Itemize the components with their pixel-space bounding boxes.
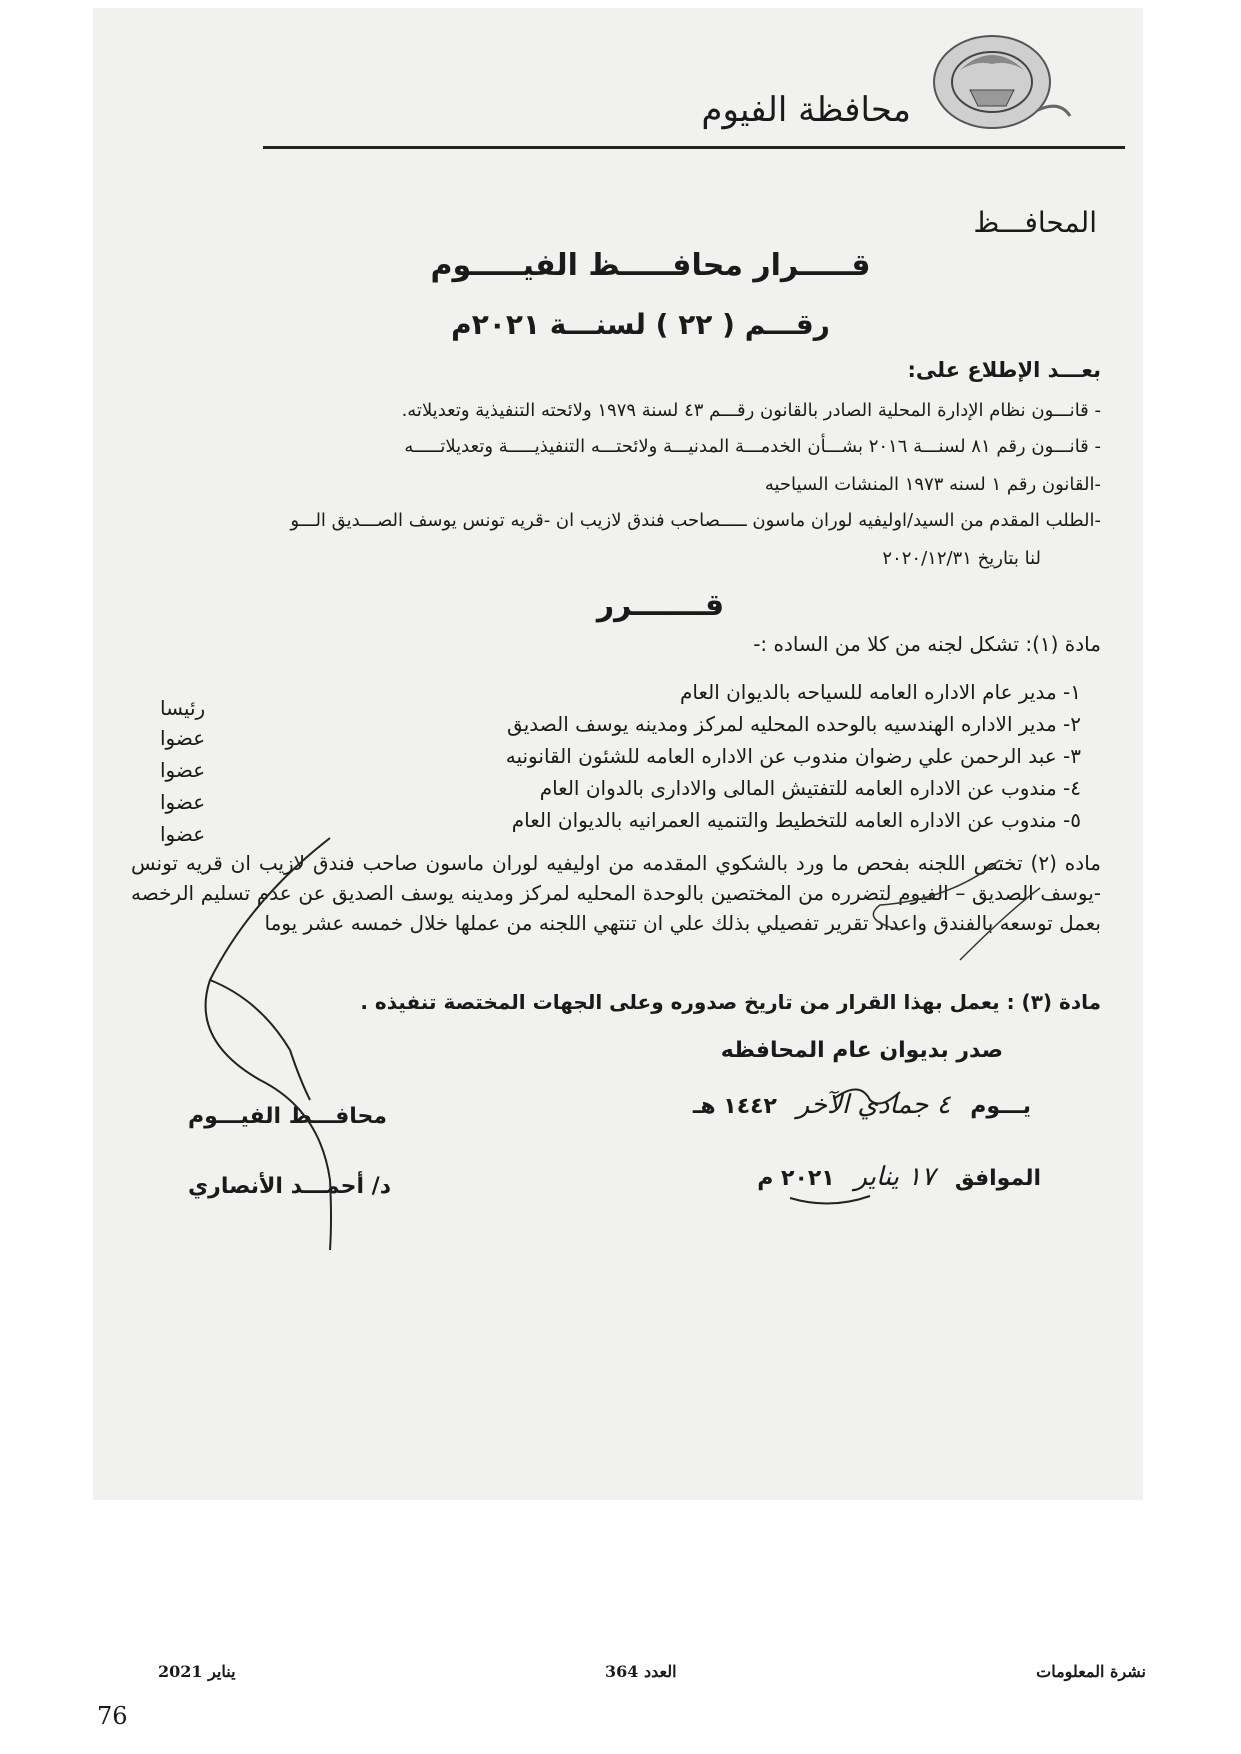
signatory-title: محافـــظ الفيـــوم <box>188 1104 388 1129</box>
committee-role: عضوا <box>160 790 206 814</box>
decision-title: قـــــرار محافـــــظ الفيـــــوم <box>430 248 871 283</box>
committee-member: ٢- مدير الاداره الهندسيه بالوحده المحليه لمركز ومدينه يوسف الصديق <box>507 712 1081 736</box>
footer-date: يناير 2021 <box>158 1662 236 1681</box>
gregorian-handwritten-date: ١٧ يناير <box>854 1162 936 1192</box>
committee-role: عضوا <box>160 822 206 846</box>
hijri-prefix: يـــوم <box>970 1094 1031 1119</box>
article-3: مادة (٣) : يعمل بهذا القرار من تاريخ صدوره وعلى الجهات المختصة تنفيذه . <box>360 990 1101 1014</box>
footer-issue: العدد 364 <box>605 1662 677 1681</box>
preamble-item: لنا بتاريخ ٢٠٢٠/١٢/٣١ <box>882 548 1041 569</box>
preamble-item: -القانون رقم ١ لسنه ١٩٧٣ المنشات السياحيه <box>764 474 1101 495</box>
decision-number: رقـــم ( ٢٢ ) لسنـــة ٢٠٢١م <box>451 308 830 341</box>
hijri-handwritten-date: ٤ جمادي الآخر <box>796 1090 951 1120</box>
gregorian-year: ٢٠٢١ م <box>757 1166 835 1191</box>
governorate-name: محافظة الفيوم <box>701 90 911 130</box>
page-number: 76 <box>97 1702 128 1730</box>
header-rule <box>263 146 1125 149</box>
hijri-year: ١٤٤٢ هـ <box>692 1094 777 1119</box>
committee-member: ٤- مندوب عن الاداره العامه للتفتيش المالى والادارى بالدوان العام <box>539 776 1081 800</box>
preamble-item: - قانـــون رقم ٨١ لسنـــة ٢٠١٦ بشـــأن الخدمـــة المدنيـــة ولائحتـــه التنفيذيـــــة وتعديلاتـــــه <box>404 436 1101 457</box>
gregorian-date-line <box>757 1162 1041 1192</box>
signatory-name: د/ أحمـــد الأنصاري <box>188 1174 392 1199</box>
issuance-place: صدر بديوان عام المحافظه <box>720 1038 1003 1063</box>
committee-member: ٥- مندوب عن الاداره العامه للتخطيط والتنميه العمرانيه بالديوان العام <box>511 808 1081 832</box>
committee-role: عضوا <box>160 758 206 782</box>
gregorian-prefix: الموافق <box>954 1166 1041 1191</box>
issuer-label: المحافـــظ <box>973 206 1097 239</box>
article-1-intro: مادة (١): تشكل لجنه من كلا من الساده :- <box>753 632 1101 656</box>
preamble-item: - قانـــون نظام الإدارة المحلية الصادر بالقانون رقـــم ٤٣ لسنة ١٩٧٩ ولائحته التنفيذية وتعديلاته. <box>401 400 1101 421</box>
decision-word: قـــــــرر <box>596 588 725 623</box>
committee-role: عضوا <box>160 726 206 750</box>
footer-publication: نشرة المعلومات <box>1036 1662 1146 1681</box>
governorate-seal-logo <box>920 20 1080 135</box>
committee-role: رئيسا <box>160 696 206 720</box>
committee-member: ١- مدير عام الاداره العامه للسياحه بالديوان العام <box>679 680 1081 704</box>
preamble-item: -الطلب المقدم من السيد/اوليفيه لوران ماسون ـــــصاحب فندق لازيب ان -قريه تونس يوسف الصـــديق الـــو <box>290 510 1101 531</box>
preamble-heading: بعـــد الإطلاع على: <box>907 358 1101 382</box>
article-2: ماده (٢) تختص اللجنه بفحص ما ورد بالشكوي المقدمه من اوليفيه لوران ماسون صاحب فندق لازيب ان قريه تونس -يوسف الصديق – الفيوم لتضرره من المختصين بالوحدة المحليه لمركز ومدينه يوسف الصديق عن عدم تسليم الرخصه بعمل توسعه بالفندق واعداد تقرير تفصيلي بذلك علي ان تنتهي اللجنه من عملها خلال خمسه عشر يوما <box>131 851 1101 935</box>
hijri-date-line <box>693 1090 1031 1120</box>
committee-member: ٣- عبد الرحمن علي رضوان مندوب عن الاداره العامه للشئون القانونيه <box>505 744 1081 768</box>
